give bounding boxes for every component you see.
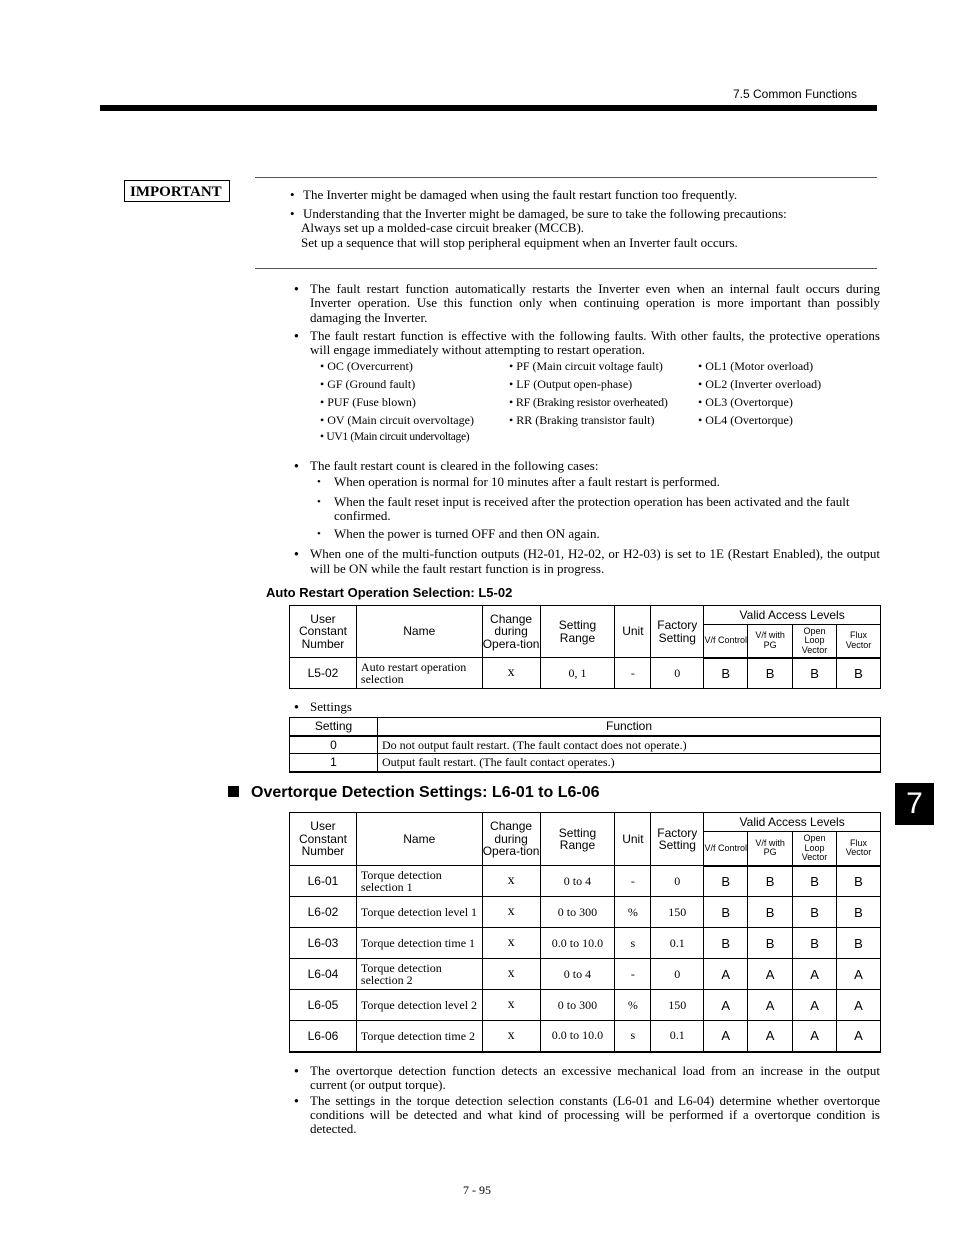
cell-name: Torque detection time 2 xyxy=(356,1021,482,1052)
cell-name: Torque detection level 2 xyxy=(356,990,482,1021)
col-header-flux: Flux Vector xyxy=(837,625,881,658)
cell-change: x xyxy=(482,928,540,959)
important-label: IMPORTANT xyxy=(124,180,230,202)
cell-change: x xyxy=(482,897,540,928)
cell-unit: % xyxy=(615,990,651,1021)
cell-level: B xyxy=(793,928,837,959)
cell-unit: - xyxy=(615,959,651,990)
cell-function: Output fault restart. (The fault contact operates.) xyxy=(378,754,881,772)
col-header-olv: Open Loop Vector xyxy=(793,625,837,658)
cell-range: 0 to 300 xyxy=(540,897,615,928)
cell-level: A xyxy=(793,1021,837,1052)
col-header-name: Name xyxy=(356,813,482,866)
l6-constant-table xyxy=(289,812,881,1053)
cell-factory: 0 xyxy=(651,866,704,897)
col-header-valid-levels: Valid Access Levels xyxy=(704,813,881,832)
body-subitem: • When operation is normal for 10 minutes after a fault restart is performed. xyxy=(290,475,880,489)
important-bottom-rule xyxy=(255,268,877,269)
cell-level: A xyxy=(748,959,793,990)
col-header-factory: Factory Setting xyxy=(651,813,704,866)
cell-setting: 1 xyxy=(290,754,378,772)
cell-level: A xyxy=(793,959,837,990)
cell-name: Auto restart operation selection xyxy=(356,658,482,689)
fault-item: • GF (Ground fault) xyxy=(320,377,415,392)
cell-code: L6-01 xyxy=(290,866,357,897)
settings-label-wrap xyxy=(290,700,490,714)
cell-code: L6-06 xyxy=(290,1021,357,1052)
cell-level: A xyxy=(704,990,748,1021)
chapter-tab: 7 xyxy=(895,783,934,825)
cell-range: 0 to 4 xyxy=(540,866,615,897)
body-paragraph: ● The fault restart count is cleared in the following cases: xyxy=(290,459,880,473)
cell-level: B xyxy=(793,866,837,897)
col-header-setting: Setting xyxy=(290,718,378,736)
cell-code: L6-05 xyxy=(290,990,357,1021)
col-header-range: Setting Range xyxy=(540,606,615,658)
col-header-unit: Unit xyxy=(615,813,651,866)
cell-factory: 0.1 xyxy=(651,1021,704,1052)
col-header-unit: Unit xyxy=(615,606,651,658)
cell-level: B xyxy=(704,866,748,897)
cell-level: B xyxy=(704,658,748,689)
header-rule xyxy=(100,105,877,111)
important-subline: Set up a sequence that will stop peripheral equipment when an Inverter fault occurs. xyxy=(301,234,738,250)
cell-level: A xyxy=(748,1021,793,1052)
cell-code: L6-04 xyxy=(290,959,357,990)
cell-level: A xyxy=(748,990,793,1021)
col-header-vfpg: V/f with PG xyxy=(748,832,793,866)
body-paragraph: ● The fault restart function is effective with the following faults. With other faults, the protective operations will engage immediately without attempting to restart operation. xyxy=(290,329,880,358)
col-header-change: Change during Opera-tion xyxy=(482,606,540,658)
col-header-change: Change during Opera-tion xyxy=(482,813,540,866)
col-header-factory: Factory Setting xyxy=(651,606,704,658)
cell-factory: 150 xyxy=(651,990,704,1021)
cell-setting: 0 xyxy=(290,736,378,754)
cell-range: 0, 1 xyxy=(540,658,615,689)
cell-level: B xyxy=(837,658,881,689)
cell-change: x xyxy=(482,866,540,897)
cell-code: L6-02 xyxy=(290,897,357,928)
table-row xyxy=(290,866,881,897)
table-row xyxy=(290,928,881,959)
important-item: • Understanding that the Inverter might be damaged, be sure to take the following precautions: xyxy=(290,207,880,222)
cell-name: Torque detection selection 2 xyxy=(356,959,482,990)
cell-change: x xyxy=(482,658,540,689)
cell-level: B xyxy=(748,658,793,689)
cell-level: B xyxy=(837,928,881,959)
table-row xyxy=(290,736,881,754)
l5-constant-table xyxy=(289,605,881,689)
cell-level: A xyxy=(837,990,881,1021)
col-header-name: Name xyxy=(356,606,482,658)
cell-unit: - xyxy=(615,866,651,897)
cell-unit: - xyxy=(615,658,651,689)
cell-factory: 0.1 xyxy=(651,928,704,959)
cell-level: B xyxy=(704,897,748,928)
fault-item: • RR (Braking transistor fault) xyxy=(509,413,655,428)
fault-item: • OL4 (Overtorque) xyxy=(698,413,793,428)
cell-factory: 0 xyxy=(651,959,704,990)
body-subitem: • When the power is turned OFF and then ON again. xyxy=(290,527,880,541)
cell-code: L5-02 xyxy=(290,658,357,689)
col-header-user-constant: User Constant Number xyxy=(290,606,357,658)
cell-level: B xyxy=(748,928,793,959)
l6-notes xyxy=(290,1064,880,1136)
table-row xyxy=(290,990,881,1021)
cell-change: x xyxy=(482,1021,540,1052)
col-header-flux: Flux Vector xyxy=(837,832,881,866)
fault-item: • OL1 (Motor overload) xyxy=(698,359,813,374)
cell-unit: s xyxy=(615,928,651,959)
cell-range: 0 to 4 xyxy=(540,959,615,990)
table-row xyxy=(290,897,881,928)
body-section-1 xyxy=(290,282,880,357)
cell-level: B xyxy=(748,866,793,897)
cell-name: Torque detection selection 1 xyxy=(356,866,482,897)
cell-factory: 150 xyxy=(651,897,704,928)
col-header-function: Function xyxy=(378,718,881,736)
fault-item: • LF (Output open-phase) xyxy=(509,377,632,392)
cell-name: Torque detection time 1 xyxy=(356,928,482,959)
table-row xyxy=(290,754,881,772)
body-paragraph: ● When one of the multi-function outputs (H2-01, H2-02, or H2-03) is set to 1E (Restart Enabled), the output will be ON while the fault restart function is in progress. xyxy=(290,547,880,576)
important-item: • The Inverter might be damaged when using the fault restart function too frequently. xyxy=(290,188,880,203)
col-header-range: Setting Range xyxy=(540,813,615,866)
l5-subsection-title: Auto Restart Operation Selection: L5-02 xyxy=(266,585,513,600)
cell-range: 0.0 to 10.0 xyxy=(540,928,615,959)
fault-item: • OC (Overcurrent) xyxy=(320,359,413,374)
fault-item: • UV1 (Main circuit undervoltage) xyxy=(320,431,469,443)
fault-item: • OL2 (Inverter overload) xyxy=(698,377,821,392)
col-header-user-constant: User Constant Number xyxy=(290,813,357,866)
cell-level: B xyxy=(793,658,837,689)
col-header-vf: V/f Control xyxy=(704,625,748,658)
square-bullet-icon xyxy=(228,786,239,797)
cell-range: 0.0 to 10.0 xyxy=(540,1021,615,1052)
settings-label: ● Settings xyxy=(290,700,490,714)
cell-level: A xyxy=(704,1021,748,1052)
fault-item: • OV (Main circuit overvoltage) xyxy=(320,413,474,428)
cell-level: B xyxy=(704,928,748,959)
cell-unit: s xyxy=(615,1021,651,1052)
settings-table xyxy=(289,717,881,773)
col-header-valid-levels: Valid Access Levels xyxy=(704,606,881,625)
cell-change: x xyxy=(482,959,540,990)
table-row xyxy=(290,1021,881,1052)
cell-function: Do not output fault restart. (The fault contact does not operate.) xyxy=(378,736,881,754)
fault-item: • OL3 (Overtorque) xyxy=(698,395,793,410)
body-paragraph: ● The overtorque detection function detects an excessive mechanical load from an increase in the output current (or output torque). xyxy=(290,1064,880,1093)
cell-level: B xyxy=(793,897,837,928)
cell-change: x xyxy=(482,990,540,1021)
l6-title-text: Overtorque Detection Settings: L6-01 to L6-06 xyxy=(251,784,600,801)
col-header-vfpg: V/f with PG xyxy=(748,625,793,658)
page-number: 7 - 95 xyxy=(463,1183,491,1197)
col-header-vf: V/f Control xyxy=(704,832,748,866)
cell-code: L6-03 xyxy=(290,928,357,959)
important-top-rule xyxy=(255,177,877,178)
body-paragraph: ● The settings in the torque detection selection constants (L6-01 and L6-04) determine whether overtorque conditions will be detected and what kind of processing will be performed if a overtorque condition is detected. xyxy=(290,1094,880,1137)
cell-level: A xyxy=(793,990,837,1021)
important-list xyxy=(290,188,880,250)
body-paragraph: ● The fault restart function automatically restarts the Inverter even when an internal fault occurs during Inverter operation. Use this function only when continuing operation is more important than possibly damaging the Inverter. xyxy=(290,282,880,325)
col-header-olv: Open Loop Vector xyxy=(793,832,837,866)
cell-unit: % xyxy=(615,897,651,928)
important-subline: Always set up a molded-case circuit breaker (MCCB). xyxy=(301,220,585,235)
cell-level: B xyxy=(748,897,793,928)
l6-section-title xyxy=(228,784,600,802)
fault-item: • PUF (Fuse blown) xyxy=(320,395,416,410)
cell-level: B xyxy=(837,866,881,897)
running-header: 7.5 Common Functions xyxy=(733,87,858,101)
body-section-2 xyxy=(290,459,880,576)
cell-level: A xyxy=(704,959,748,990)
cell-factory: 0 xyxy=(651,658,704,689)
fault-item: • PF (Main circuit voltage fault) xyxy=(509,359,663,374)
cell-name: Torque detection level 1 xyxy=(356,897,482,928)
table-row xyxy=(290,959,881,990)
table-row xyxy=(290,658,881,689)
cell-level: A xyxy=(837,959,881,990)
cell-level: B xyxy=(837,897,881,928)
body-subitem: • When the fault reset input is received after the protection operation has been activated and the fault confirmed. xyxy=(290,495,880,524)
cell-level: A xyxy=(837,1021,881,1052)
cell-range: 0 to 300 xyxy=(540,990,615,1021)
fault-item: • RF (Braking resistor overheated) xyxy=(509,395,668,410)
